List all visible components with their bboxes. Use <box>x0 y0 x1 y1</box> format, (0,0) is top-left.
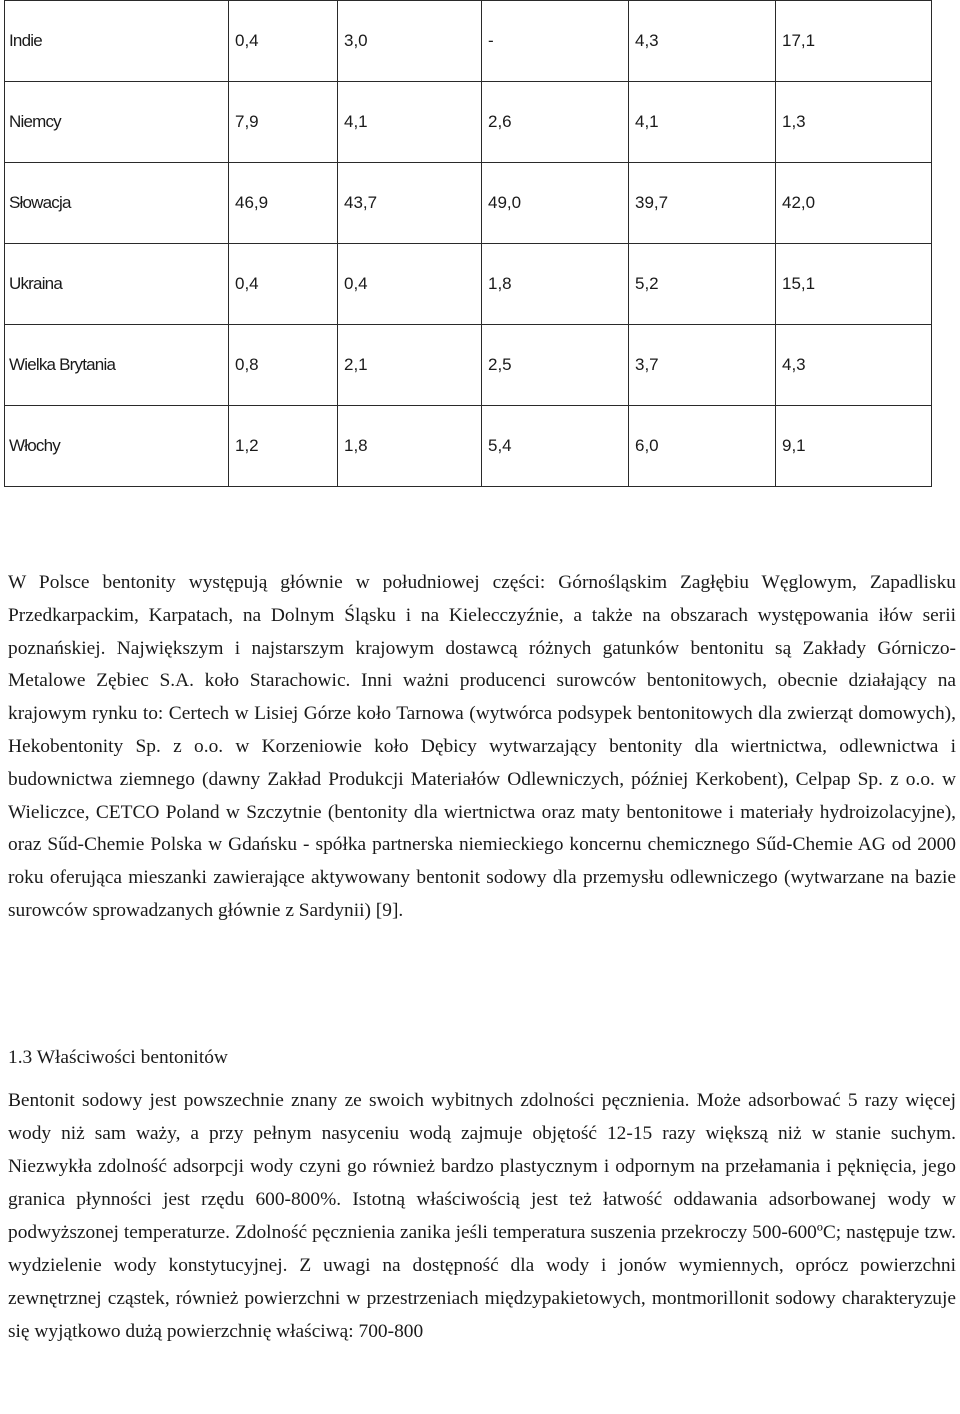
value-cell: 0,4 <box>229 244 338 325</box>
body-paragraph: Bentonit sodowy jest powszechnie znany ze swoich wybitnych zdolności pęcznienia. Może adsorbować 5 razy więcej wody niż sam waży, a przy pełnym nasyceniu wodą zajmuje objętość 12-15 razy większą niż w stanie suchym. Niezwykła zdolność adsorpcji wody czyni go również bardzo plastycznym i odpornym na przełamania i pęknięcia, jego granica płynności jest rzędu 600-800%. Istotną właściwością jest też łatwość oddawania adsorbowanej wody w podwyższonej temperaturze. Zdolność pęcznienia zanika jeśli temperatura suszenia przekroczy 500-600ºC; następuje tzw. wydzielenie wody konstytucyjnej. Z uwagi na dostępność dla wody i jonów wymiennych, oprócz powierzchni zewnętrznej cząstek, również powierzchni w przestrzeniach międzypakietowych, montmorillonit sodowy charakteryzuje się wyjątkowo dużą powierzchnię właściwą: 700-800 <box>8 1090 956 1342</box>
country-cell: Ukraina <box>5 244 229 325</box>
value-cell: 1,8 <box>338 406 482 487</box>
value-cell: 6,0 <box>629 406 776 487</box>
table-row <box>5 163 932 244</box>
table-row <box>5 82 932 163</box>
section-heading: 1.3 Właściwości bentonitów <box>8 1047 228 1068</box>
value-cell: 0,4 <box>338 244 482 325</box>
value-cell: 42,0 <box>776 163 932 244</box>
country-cell: Niemcy <box>5 82 229 163</box>
table-row <box>5 406 932 487</box>
value-cell: 4,1 <box>338 82 482 163</box>
value-cell: 3,7 <box>629 325 776 406</box>
value-cell: 2,5 <box>482 325 629 406</box>
country-cell: Wielka Brytania <box>5 325 229 406</box>
value-cell: 0,4 <box>229 1 338 82</box>
table-row <box>5 1 932 82</box>
value-cell: 0,8 <box>229 325 338 406</box>
value-cell: 9,1 <box>776 406 932 487</box>
value-cell: 1,3 <box>776 82 932 163</box>
value-cell: 4,1 <box>629 82 776 163</box>
body-paragraph: W Polsce bentonity występują głównie w południowej części: Górnośląskim Zagłębiu Węglowym, Zapadlisku Przedkarpackim, Karpatach, na Dolnym Śląsku i na Kielecczyźnie, a także na obszarach występowania iłów serii poznańskiej. Największym i najstarszym krajowym dostawcą różnych gatunków bentonitu są Zakłady Górniczo-Metalowe Zębiec S.A. koło Starachowic. Inni ważni producenci surowców bentonitowych, obecnie działający na krajowym rynku to: Certech w Lisiej Górze koło Tarnowa (wytwórca podsypek bentonitowych dla zwierząt domowych), Hekobentonity Sp. z o.o. w Korzeniowie koło Dębicy wytwarzający bentonity dla wiertnictwa, odlewnictwa i budownictwa ziemnego (dawny Zakład Produkcji Materiałów Odlewniczych, później Kerkobent), Celpap Sp. z o.o. w Wieliczce, CETCO Poland w Szczytnie (bentonity dla wiertnictwa oraz maty bentonitowe i materiały hydroizolacyjne), oraz Sűd-Chemie Polska w Gdańsku - spółka partnerska niemieckiego koncernu chemicznego Sűd-Chemie AG od 2000 roku oferująca mieszanki zawierające aktywowany bentonit sodowy dla przemysłu odlewniczego (wytwarzane na bazie surowców sprowadzanych głównie z Sardynii) [9]. <box>8 572 956 921</box>
bentonite-production-table <box>4 0 932 487</box>
value-cell: 46,9 <box>229 163 338 244</box>
value-cell: 3,0 <box>338 1 482 82</box>
country-cell: Włochy <box>5 406 229 487</box>
value-cell: 17,1 <box>776 1 932 82</box>
value-cell: 4,3 <box>776 325 932 406</box>
value-cell: 5,4 <box>482 406 629 487</box>
value-cell: 4,3 <box>629 1 776 82</box>
value-cell: 15,1 <box>776 244 932 325</box>
value-cell: 43,7 <box>338 163 482 244</box>
country-cell: Indie <box>5 1 229 82</box>
value-cell: 49,0 <box>482 163 629 244</box>
value-cell: 5,2 <box>629 244 776 325</box>
value-cell: 2,6 <box>482 82 629 163</box>
value-cell: 1,2 <box>229 406 338 487</box>
value-cell: 2,1 <box>338 325 482 406</box>
country-cell: Słowacja <box>5 163 229 244</box>
table-row <box>5 244 932 325</box>
value-cell: - <box>482 1 629 82</box>
value-cell: 1,8 <box>482 244 629 325</box>
table-row <box>5 325 932 406</box>
value-cell: 7,9 <box>229 82 338 163</box>
value-cell: 39,7 <box>629 163 776 244</box>
